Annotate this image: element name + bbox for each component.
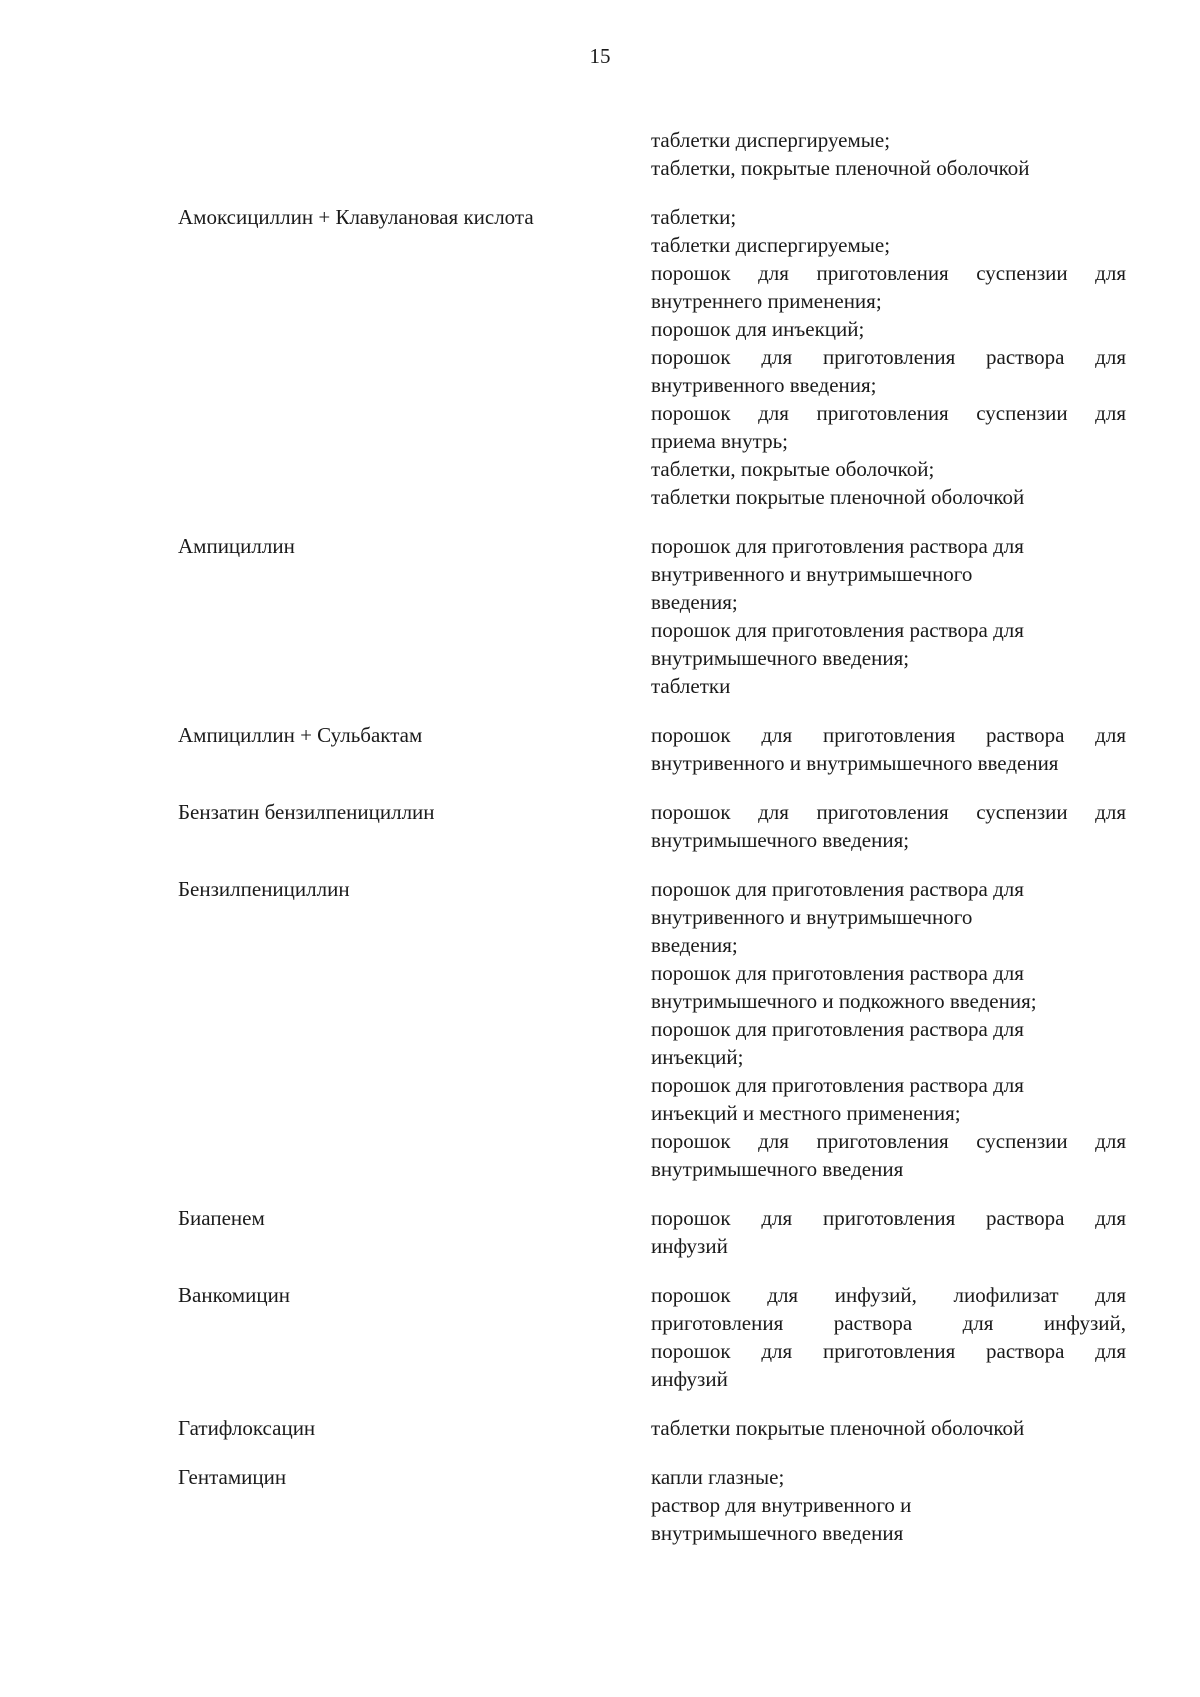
dosage-forms	[651, 1463, 1126, 1547]
dosage-form-line: введения;	[651, 590, 738, 614]
dosage-form-line: порошок для инфузий, лиофилизат для	[651, 1283, 1126, 1307]
dosage-form-line: порошок для приготовления суспензии для	[651, 261, 1126, 285]
dosage-forms	[651, 721, 1126, 777]
drug-name: Гентамицин	[178, 1465, 287, 1489]
dosage-form-line: порошок для приготовления суспензии для	[651, 800, 1126, 824]
dosage-form-line: внутримышечного введения	[651, 1157, 904, 1181]
dosage-form-line: порошок для приготовления суспензии для	[651, 1129, 1126, 1153]
table-row	[0, 1463, 1200, 1547]
dosage-form-line: таблетки;	[651, 205, 737, 229]
dosage-forms	[651, 126, 1126, 182]
dosage-form-line: капли глазные;	[651, 1465, 785, 1489]
dosage-form-line: внутримышечного введения;	[651, 646, 910, 670]
dosage-forms	[651, 532, 1126, 700]
dosage-form-line: внутримышечного и подкожного введения;	[651, 989, 1037, 1013]
dosage-forms	[651, 1281, 1126, 1393]
dosage-form-line: внутривенного и внутримышечного введения	[651, 751, 1059, 775]
dosage-form-line: порошок для приготовления суспензии для	[651, 401, 1126, 425]
drug-name: Амоксициллин + Клавулановая кислота	[178, 205, 534, 229]
drug-name: Бензилпенициллин	[178, 877, 350, 901]
page-number: 15	[589, 44, 611, 68]
dosage-form-line: инъекций;	[651, 1045, 744, 1069]
drug-name: Ампициллин	[178, 534, 295, 558]
table-row	[0, 532, 1200, 700]
dosage-form-line: порошок для приготовления раствора для	[651, 961, 1024, 985]
dosage-form-line: введения;	[651, 933, 738, 957]
dosage-form-line: порошок для приготовления раствора для	[651, 1073, 1024, 1097]
table-row	[0, 126, 1200, 182]
dosage-form-line: порошок для приготовления раствора для	[651, 1017, 1024, 1041]
dosage-forms	[651, 875, 1126, 1183]
dosage-form-line: таблетки	[651, 674, 731, 698]
dosage-form-line: порошок для инъекций;	[651, 317, 865, 341]
table-row	[0, 1414, 1200, 1442]
dosage-form-line: раствор для внутривенного и	[651, 1493, 912, 1517]
dosage-form-line: таблетки покрытые пленочной оболочкой	[651, 1416, 1025, 1440]
dosage-form-line: инъекций и местного применения;	[651, 1101, 961, 1125]
dosage-form-line: внутривенного и внутримышечного	[651, 562, 973, 586]
dosage-form-line: порошок для приготовления раствора для	[651, 534, 1024, 558]
drug-forms-table	[0, 126, 1200, 1547]
drug-name: Бензатин бензилпенициллин	[178, 800, 435, 824]
dosage-form-line: порошок для приготовления раствора для	[651, 618, 1024, 642]
dosage-form-line: приготовления раствора для инфузий,	[651, 1311, 1126, 1335]
dosage-form-line: приема внутрь;	[651, 429, 789, 453]
dosage-forms	[651, 798, 1126, 854]
table-row	[0, 798, 1200, 854]
dosage-forms	[651, 1204, 1126, 1260]
dosage-form-line: инфузий	[651, 1367, 728, 1391]
dosage-form-line: таблетки, покрытые пленочной оболочкой	[651, 156, 1030, 180]
dosage-forms	[651, 203, 1126, 511]
dosage-form-line: таблетки диспергируемые;	[651, 233, 891, 257]
table-row	[0, 721, 1200, 777]
dosage-forms	[651, 1414, 1126, 1442]
dosage-form-line: внутреннего применения;	[651, 289, 882, 313]
table-row	[0, 875, 1200, 1183]
table-row	[0, 1204, 1200, 1260]
dosage-form-line: таблетки диспергируемые;	[651, 128, 891, 152]
dosage-form-line: внутримышечного введения;	[651, 828, 910, 852]
dosage-form-line: внутривенного введения;	[651, 373, 877, 397]
table-row	[0, 1281, 1200, 1393]
dosage-form-line: порошок для приготовления раствора для	[651, 877, 1024, 901]
dosage-form-line: инфузий	[651, 1234, 728, 1258]
dosage-form-line: таблетки покрытые пленочной оболочкой	[651, 485, 1025, 509]
dosage-form-line: порошок для приготовления раствора для	[651, 1206, 1126, 1230]
dosage-form-line: порошок для приготовления раствора для	[651, 345, 1126, 369]
dosage-form-line: таблетки, покрытые оболочкой;	[651, 457, 935, 481]
drug-name: Ампициллин + Сульбактам	[178, 723, 423, 747]
dosage-form-line: порошок для приготовления раствора для	[651, 723, 1126, 747]
dosage-form-line: внутривенного и внутримышечного	[651, 905, 973, 929]
drug-name: Ванкомицин	[178, 1283, 291, 1307]
dosage-form-line: порошок для приготовления раствора для	[651, 1339, 1126, 1363]
table-row	[0, 203, 1200, 511]
drug-name: Биапенем	[178, 1206, 265, 1230]
dosage-form-line: внутримышечного введения	[651, 1521, 904, 1545]
drug-name: Гатифлоксацин	[178, 1416, 316, 1440]
